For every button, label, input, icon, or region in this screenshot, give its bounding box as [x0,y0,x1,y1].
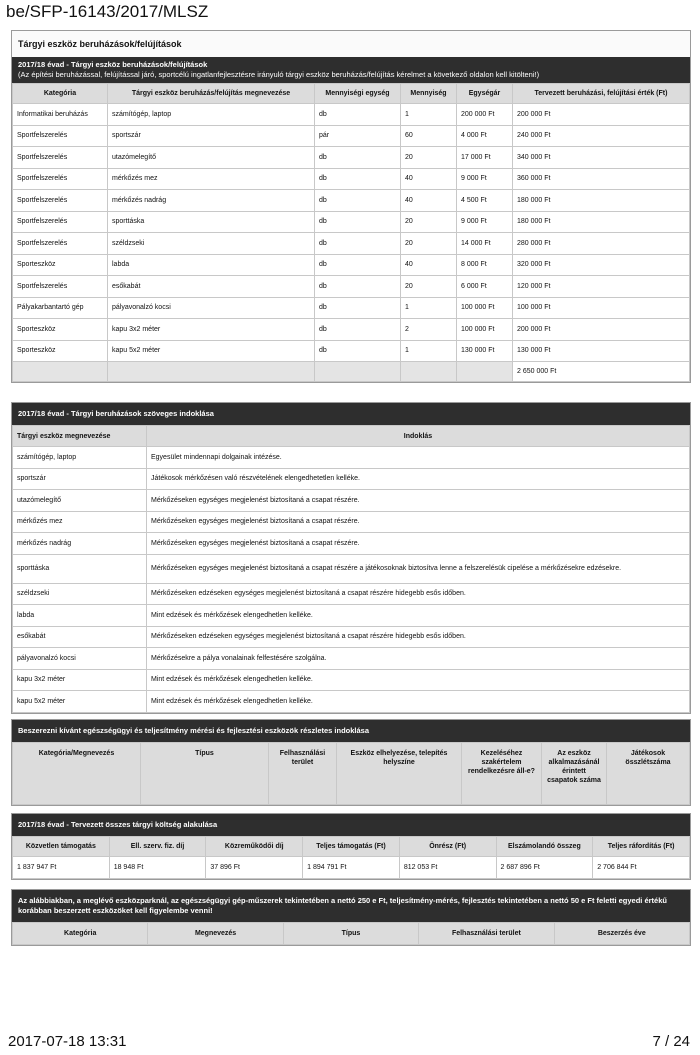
column-header: Kategória [13,84,108,104]
column-header: Típus [283,923,418,945]
table-cell: Játékosok mérkőzésen való részvételének elengedhetetlen kelléke. [147,468,690,490]
table-cell: db [315,147,401,169]
table-cell: 812 053 Ft [399,857,496,879]
table-cell: Mérkőzéseken edzéseken egységes megjelenést biztosítaná a csapat részére hidegebb esős időben. [147,626,690,648]
document-code: be/SFP-16143/2017/MLSZ [6,2,209,21]
table-cell: db [315,190,401,212]
column-header: Közvetlen támogatás [13,837,110,857]
column-header: Teljes támogatás (Ft) [303,837,400,857]
table-cell: 180 000 Ft [513,211,690,233]
table-cell: db [315,254,401,276]
column-header: Mennyiség [401,84,457,104]
table-cell: db [315,340,401,362]
table-cell: 200 000 Ft [457,104,513,126]
table-cell: 1 [401,340,457,362]
table-row [13,669,690,691]
table-row [13,276,690,298]
table-row [13,319,690,341]
table-cell: 9 000 Ft [457,211,513,233]
table-row [13,125,690,147]
table-cell: 20 [401,147,457,169]
column-header: Elszámolandó összeg [496,837,593,857]
table-cell: Mérkőzéseken egységes megjelenést biztosítaná a csapat részére. [147,490,690,512]
table-cell: kapu 3x2 méter [13,669,147,691]
column-header: Mennyiségi egység [315,84,401,104]
table-cell: 200 000 Ft [513,319,690,341]
table-cell: db [315,297,401,319]
table-cell: számítógép, laptop [108,104,315,126]
table-cell: kapu 5x2 méter [108,340,315,362]
table-cell: 40 [401,254,457,276]
table-row [13,104,690,126]
table-cell: Sporteszköz [13,340,108,362]
table-cell: széldzseki [108,233,315,255]
table-cell: pár [315,125,401,147]
table-cell: 4 500 Ft [457,190,513,212]
table-row [13,297,690,319]
table-row [13,447,690,469]
table-cell: kapu 5x2 méter [13,691,147,713]
table-cell: 37 896 Ft [206,857,303,879]
table-cell: Sporteszköz [13,254,108,276]
table-cell: Mint edzések és mérkőzések elengedhetlen kelléke. [147,691,690,713]
table-cell: 18 948 Ft [109,857,206,879]
table-row [13,147,690,169]
table-cell: 100 000 Ft [457,319,513,341]
table-cell: sporttáska [13,554,147,583]
column-header: Felhasználási terület [269,743,337,805]
justification-header: 2017/18 évad - Tárgyi beruházások szöveges indoklása [12,403,690,425]
table-cell: 2 687 896 Ft [496,857,593,879]
existing-equipment-header: Az alábbiakban, a meglévő eszközparknál, az egészségügyi gép-műszerek tekintetében a nettó 250 e Ft, teljesítmény-mérés, fejlesztés tekintetében a nettó 50 e Ft feletti egyedi értékű korábban beszerzett eszközöket kell figyelembe venni! [12,890,690,922]
table-cell: 280 000 Ft [513,233,690,255]
table-cell: 40 [401,168,457,190]
table-cell: 20 [401,233,457,255]
table-cell: 100 000 Ft [513,297,690,319]
table-cell: 1 894 791 Ft [303,857,400,879]
season-subheader: 2017/18 évad - Tárgyi eszköz beruházások/felújítások (Az építési beruházással, felújítással járó, sportcélú ingatlanfejlesztésre irányuló tárgyi eszköz beruházás/felújítás kérelmet a következő oldalon kell kitölteni!) [12,57,690,83]
table-cell: mérkőzés mez [13,511,147,533]
table-cell: db [315,211,401,233]
table-cell: 4 000 Ft [457,125,513,147]
column-header: Tárgyi eszköz beruházás/felújítás megnevezése [108,84,315,104]
column-header: Megnevezés [148,923,283,945]
table-cell: 40 [401,190,457,212]
column-header: Ell. szerv. fiz. díj [109,837,206,857]
table-cell: 340 000 Ft [513,147,690,169]
table-row [13,605,690,627]
table-cell: sportszár [13,468,147,490]
table-cell: Sportfelszerelés [13,147,108,169]
table-row [13,511,690,533]
table-cell: Mérkőzéseken egységes megjelenést biztosítaná a csapat részére. [147,533,690,555]
total-row [13,362,690,382]
column-header: Teljes ráfordítás (Ft) [593,837,690,857]
table-cell: pályavonalzó kocsi [13,648,147,670]
column-header: Játékosok összlétszáma [607,743,690,805]
justification-table [12,425,690,713]
table-row [13,190,690,212]
table-row [13,533,690,555]
empty-cell [108,362,315,382]
column-header: Kezeléséhez szakértelem rendelkezésre áll-e? [462,743,542,805]
table-cell: Sportfelszerelés [13,168,108,190]
column-header: Felhasználási terület [419,923,554,945]
section-health-equipment [11,719,691,806]
table-cell: 9 000 Ft [457,168,513,190]
empty-cell [13,362,108,382]
column-header: Típus [141,743,269,805]
table-cell: 14 000 Ft [457,233,513,255]
table-cell: db [315,168,401,190]
table-row [13,468,690,490]
table-cell: labda [13,605,147,627]
table-cell: 320 000 Ft [513,254,690,276]
table-cell: 1 [401,104,457,126]
table-cell: esőkabát [108,276,315,298]
table-cell: Sportfelszerelés [13,211,108,233]
table-cell: utazómelegítő [108,147,315,169]
table-cell: széldzseki [13,583,147,605]
table-cell: 100 000 Ft [457,297,513,319]
table-row [13,211,690,233]
asset-investment-table [12,83,690,382]
existing-equipment-table [12,922,690,945]
table-cell: sporttáska [108,211,315,233]
column-header: Tervezett beruházási, felújítási érték (Ft) [513,84,690,104]
print-datetime: 2017-07-18 13:31 [8,1033,127,1050]
page-number: 7 / 24 [652,1033,690,1050]
table-row [13,583,690,605]
table-cell: 1 [401,297,457,319]
total-costs-header: 2017/18 évad - Tervezett összes tárgyi költség alakulása [12,814,690,836]
table-cell: db [315,104,401,126]
empty-cell [457,362,513,382]
table-row [13,648,690,670]
table-cell: Mérkőzéseken egységes megjelenést biztosítaná a csapat részére a játékosoknak biztosítva lenne a felszerelésük cipelése a mérkőzésekre edzésekre. [147,554,690,583]
table-cell: 8 000 Ft [457,254,513,276]
section-justification [11,402,691,714]
table-cell: Sportfelszerelés [13,276,108,298]
table-cell: mérkőzés nadrág [13,533,147,555]
table-cell: Informatikai beruházás [13,104,108,126]
table-cell: Egyesület mindennapi dolgainak intézése. [147,447,690,469]
total-value: 2 650 000 Ft [513,362,690,382]
table-cell: labda [108,254,315,276]
table-cell: Sportfelszerelés [13,190,108,212]
table-row [13,691,690,713]
column-header: Az eszköz alkalmazásánál érintett csapatok száma [542,743,607,805]
table-cell: Pályakarbantartó gép [13,297,108,319]
table-row [13,554,690,583]
table-cell: 20 [401,211,457,233]
table-cell: 17 000 Ft [457,147,513,169]
table-cell: Mérkőzésekre a pálya vonalainak felfestésére szolgálna. [147,648,690,670]
table-cell: 120 000 Ft [513,276,690,298]
column-header: Beszerzés éve [554,923,689,945]
empty-cell [315,362,401,382]
table-cell: 1 837 947 Ft [13,857,110,879]
table-cell: db [315,319,401,341]
column-header: Önrész (Ft) [399,837,496,857]
table-row [13,340,690,362]
table-cell: Sportfelszerelés [13,233,108,255]
table-cell: db [315,276,401,298]
table-cell: Mérkőzéseken edzéseken egységes megjelenést biztosítaná a csapat részére hidegebb esős időben. [147,583,690,605]
table-cell: 130 000 Ft [513,340,690,362]
column-header: Tárgyi eszköz megnevezése [13,426,147,447]
table-cell: sportszár [108,125,315,147]
table-row [13,233,690,255]
column-header: Egységár [457,84,513,104]
table-cell: Mint edzések és mérkőzések elengedhetlen kelléke. [147,669,690,691]
health-equipment-header: Beszerezni kívánt egészségügyi és teljesítmény mérési és fejlesztési eszközök részletes indoklása [12,720,690,742]
table-cell: Mérkőzéseken egységes megjelenést biztosítaná a csapat részére. [147,511,690,533]
section-total-costs [11,813,691,880]
table-cell: 360 000 Ft [513,168,690,190]
column-header: Kategória [13,923,148,945]
table-cell: Sportfelszerelés [13,125,108,147]
table-cell: 180 000 Ft [513,190,690,212]
table-row [13,254,690,276]
column-header: Kategória/Megnevezés [13,743,141,805]
table-cell: esőkabát [13,626,147,648]
section-asset-investments [11,30,691,383]
health-equipment-table [12,742,690,805]
table-cell: 20 [401,276,457,298]
table-row [13,490,690,512]
table-cell: 2 [401,319,457,341]
column-header: Indoklás [147,426,690,447]
table-cell: Mint edzések és mérkőzések elengedhetlen kelléke. [147,605,690,627]
total-costs-table [12,836,690,879]
table-cell: kapu 3x2 méter [108,319,315,341]
table-cell: Sporteszköz [13,319,108,341]
table-cell: 60 [401,125,457,147]
table-cell: db [315,233,401,255]
table-cell: 200 000 Ft [513,104,690,126]
table-row [13,626,690,648]
table-cell: 2 706 844 Ft [593,857,690,879]
table-cell: mérkőzés mez [108,168,315,190]
table-cell: pályavonalzó kocsi [108,297,315,319]
table-cell: számítógép, laptop [13,447,147,469]
column-header: Közreműködői díj [206,837,303,857]
table-row [13,168,690,190]
table-cell: 130 000 Ft [457,340,513,362]
section-existing-equipment [11,889,691,946]
empty-cell [401,362,457,382]
table-cell: 240 000 Ft [513,125,690,147]
table-cell: mérkőzés nadrág [108,190,315,212]
table-cell: utazómelegítő [13,490,147,512]
column-header: Eszköz elhelyezése, telepítés helyszíne [337,743,462,805]
section-title: Tárgyi eszköz beruházások/felújítások [18,39,182,49]
table-cell: 6 000 Ft [457,276,513,298]
